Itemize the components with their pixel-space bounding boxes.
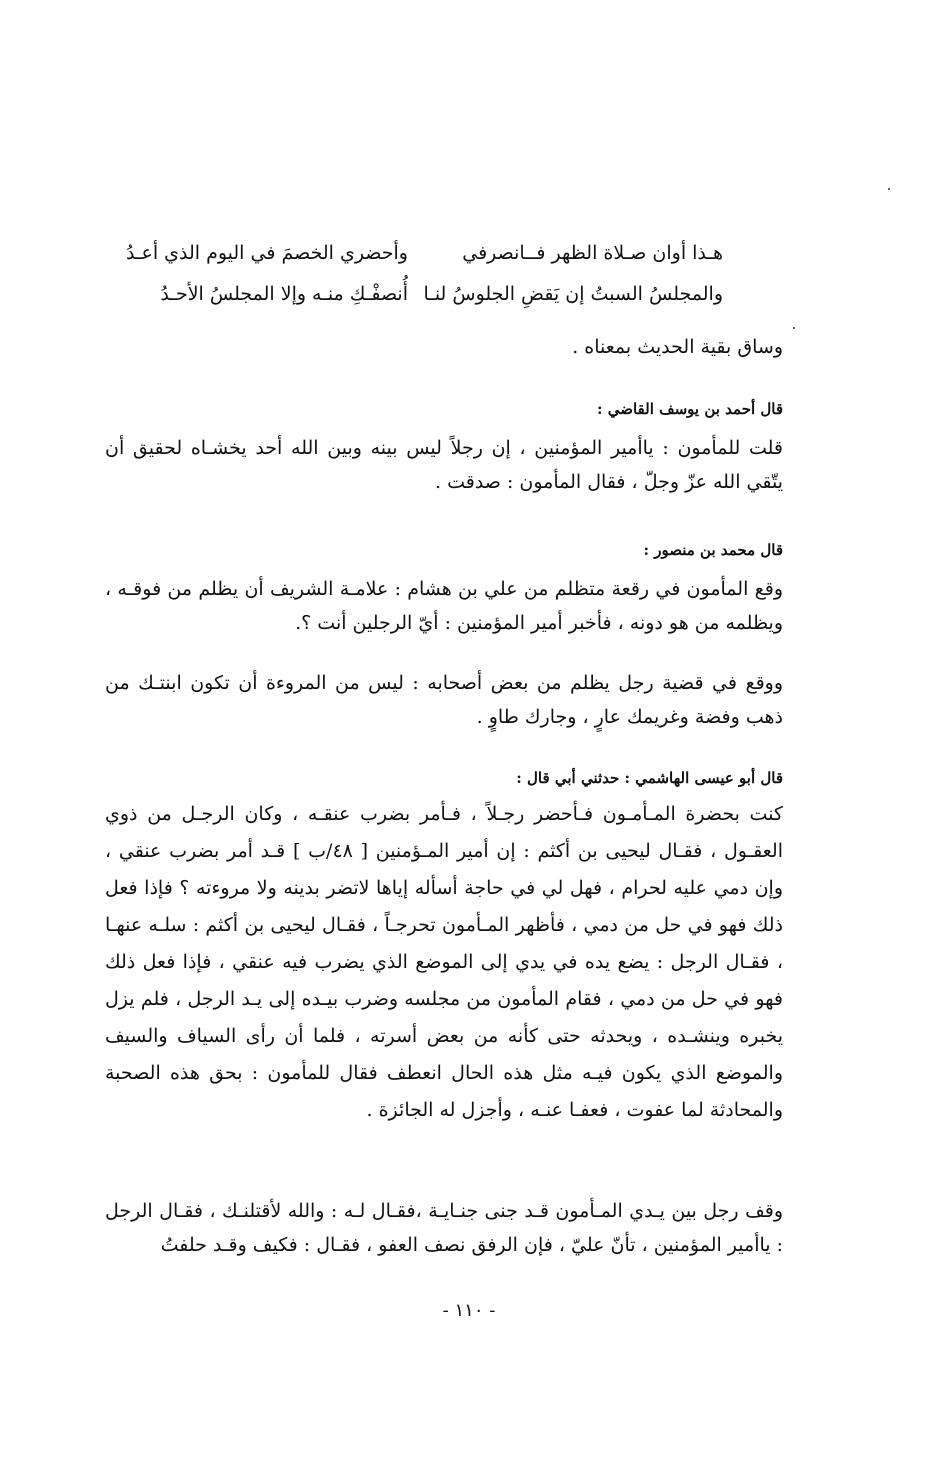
after-verses-line: وساق بقية الحديث بمعناه . (572, 336, 783, 358)
paragraph: وقف رجل بين يـدي المـأمون قـد جنى جنـايـة ،فقـال لـه : والله لأقتلنـك ، فقـال الرجل : ياأمير المؤمنين ، تأنّ عليّ ، فإن الرفق نصف العفو ، فقـال : فكيف وقـد حلفتُ (105, 1200, 783, 1256)
verse-2-second-hemistich: أُنصفْـكِ منـه وإلا المجلسُ الأحـدُ (160, 283, 408, 305)
verse-2-first-hemistich: والمجلسُ السبتُ إن يَقضِ الجلوسُ لنـا (423, 283, 723, 305)
speaker-heading: قال أبو عيسى الهاشمي : حدثني أبي قال : (516, 769, 783, 787)
paragraph: قلت للمأمون : ياأمير المؤمنين ، إن رجلاً ليس بينه وبين الله أحد يخشـاه لحقيق أن يتّقي الله عزّ وجلّ ، فقال المأمون : صدقت . (105, 437, 783, 493)
verse-1-first-hemistich: هـذا أوان صـلاة الظهر فــانصرفي (462, 242, 723, 264)
scan-speck (793, 327, 795, 329)
paragraph: ووقع في قضية رجل يظلم من بعض أصحابه : ليس من المروءة أن تكون ابنتـك من ذهب وفضة وغريمك عارٍ ، وجارك طاوٍ . (105, 672, 783, 728)
scan-speck (888, 188, 890, 190)
speaker-heading: قال أحمد بن يوسف القاضي : (596, 400, 783, 418)
speaker-heading: قال محمد بن منصور : (643, 541, 783, 559)
paragraph: وقع المأمون في رقعة متظلم من علي بن هشام : علامـة الشريف أن يظلم من فوقـه ، ويظلمه من هو دونه ، فأخبر أمير المؤمنين : أيّ الرجلين أنت ؟. (105, 578, 783, 634)
page-number: - ١١٠ - (442, 1300, 496, 1321)
paragraph: كنت بحضرة المـأمـون فـأحضر رجـلاً ، فـأمر بضرب عنقـه ، وكان الرجـل من ذوي العقـول ، فقـال ليحيى بن أكثم : إن أمير المـؤمنين [ ٤٨/ب ] قـد أمر بضرب عنقي ، وإن دمي عليه لحرام ، فهل لي في حاجة أسأله إياها لاتضر بدينه ولا مروءته ؟ فإذا فعل ذلك فهو في حل من دمي ، فأظهر المـأمون تحرجـاً ، فقـال ليحيى بن أكثم : سلـه عنهـا ، فقـال الرجل : يضع يده في يدي إلى الموضع الذي يضرب فيه عنقي ، فإذا فعل ذلك فهو في حل من دمي ، فقام المأمون من مجلسه وضرب بيـده إلى يـد الرجل ، فلم يزل يخبره وينشـده ، ويحدثه حتى كأنه من بعض أسرته ، فلما أن رأى السياف والسيف والموضع الذي يكون فيـه مثل هذه الحال انعطف فقال للمأمون : بحق هذه الصحبة والمحادثة لما عفوت ، فعفـا عنـه ، وأجزل له الجائزة . (105, 803, 783, 1121)
verse-1-second-hemistich: وأحضري الخصمَ في اليوم الذي أعـدُ (125, 242, 408, 264)
